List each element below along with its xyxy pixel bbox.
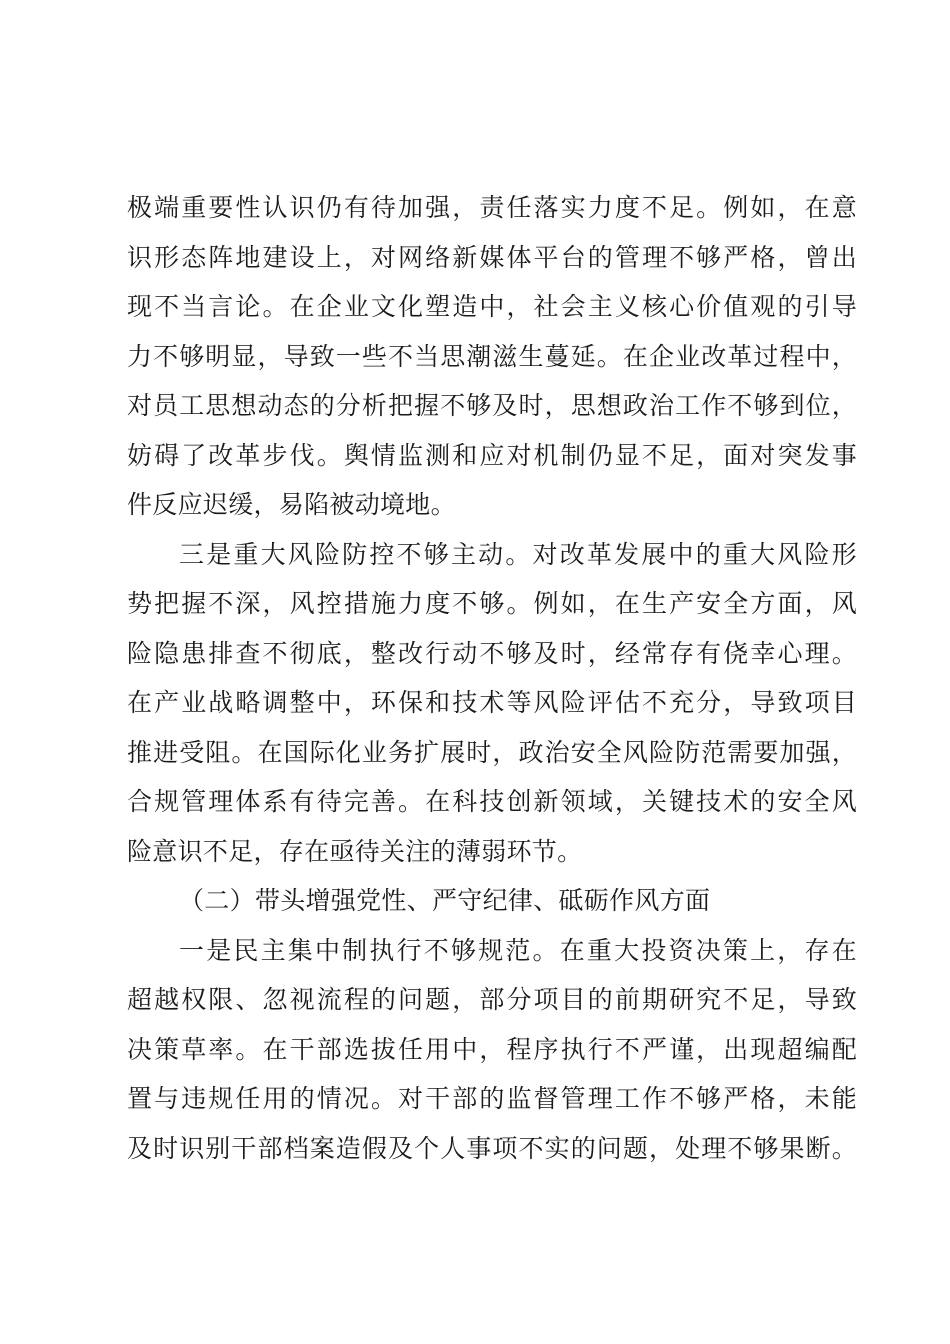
text-line: 置与违规任用的情况。对干部的监督管理工作不够严格，未能 (127, 1084, 857, 1113)
text-line: 在产业战略调整中，环保和技术等风险评估不充分，导致项目 (127, 688, 857, 717)
document-body (127, 183, 857, 1173)
text-line: 极端重要性认识仍有待加强，责任落实力度不足。例如，在意 (127, 193, 857, 222)
text-line: 险意识不足，存在亟待关注的薄弱环节。 (127, 836, 583, 866)
text-line: 妨碍了改革步伐。舆情监测和应对机制仍显不足，面对突发事 (127, 440, 857, 470)
text-line: 合规管理体系有待完善。在科技创新领域，关键技术的安全风 (127, 787, 857, 816)
paragraph-first-line: 三是重大风险防控不够主动。对改革发展中的重大风险形 (179, 539, 857, 569)
text-line: 识形态阵地建设上，对网络新媒体平台的管理不够严格，曾出 (127, 242, 857, 272)
text-line: 决策草率。在干部选拔任用中，程序执行不严谨，出现超编配 (127, 1034, 857, 1064)
text-line: 推进受阻。在国际化业务扩展时，政治安全风险防范需要加强， (127, 737, 857, 767)
text-line: 超越权限、忽视流程的问题，部分项目的前期研究不足，导致 (127, 985, 857, 1014)
paragraph-first-line: （二）带头增强党性、严守纪律、砥砺作风方面 (179, 886, 711, 915)
text-line: 力不够明显，导致一些不当思潮滋生蔓延。在企业改革过程中， (127, 341, 857, 371)
paragraph-first-line: 一是民主集中制执行不够规范。在重大投资决策上，存在 (179, 935, 857, 965)
text-line: 件反应迟缓，易陷被动境地。 (127, 490, 456, 519)
text-line: 险隐患排查不彻底，整改行动不够及时，经常存有侥幸心理。 (127, 638, 857, 668)
text-line: 现不当言论。在企业文化塑造中，社会主义核心价值观的引导 (127, 292, 857, 321)
text-line: 及时识别干部档案造假及个人事项不实的问题，处理不够果断。 (127, 1133, 857, 1163)
text-line: 对员工思想动态的分析把握不够及时，思想政治工作不够到位， (127, 391, 857, 420)
text-line: 势把握不深，风控措施力度不够。例如，在生产安全方面，风 (127, 589, 857, 618)
